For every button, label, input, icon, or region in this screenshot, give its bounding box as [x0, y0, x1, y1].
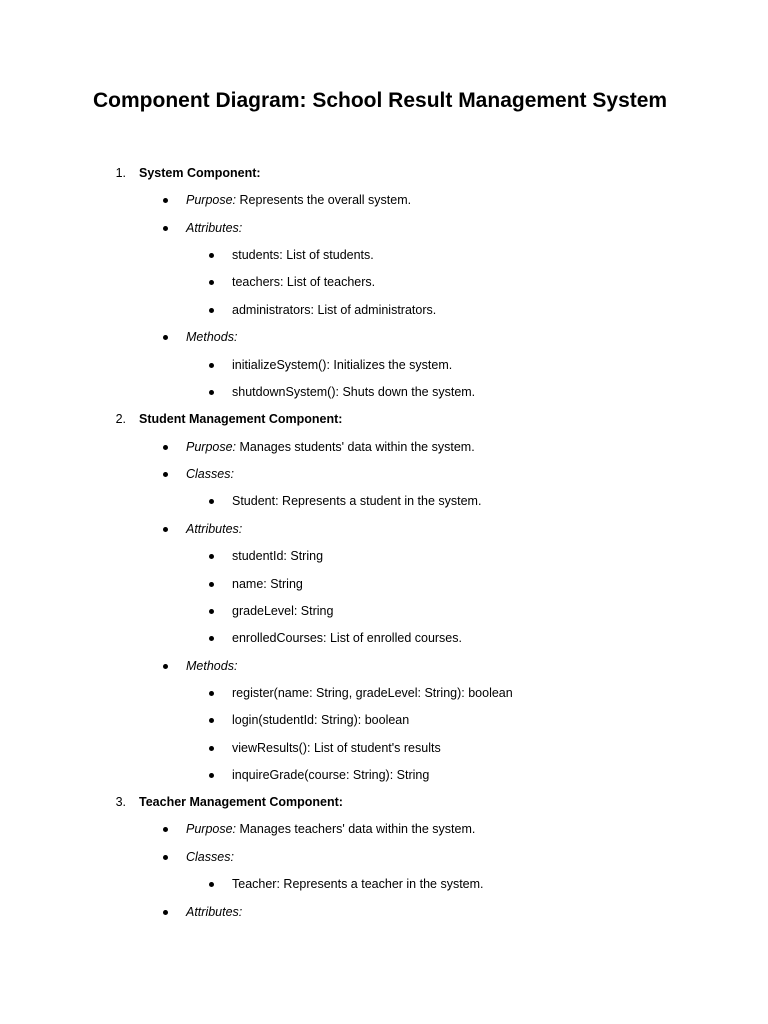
attribute-item: administrators: List of administrators. — [232, 303, 437, 317]
attributes-label: Attributes: — [186, 905, 243, 919]
section-heading: System Component: — [139, 166, 261, 180]
method-item: login(studentId: String): boolean — [232, 713, 410, 727]
bullet-icon — [163, 910, 168, 915]
bullet-icon — [209, 582, 214, 587]
class-item: Teacher: Represents a teacher in the system. — [232, 877, 484, 891]
bullet-icon — [209, 308, 214, 313]
classes-label: Classes: — [186, 467, 234, 481]
purpose-item — [186, 437, 475, 457]
method-item: register(name: String, gradeLevel: String): boolean — [232, 686, 513, 700]
bullet-icon — [163, 335, 168, 340]
bullet-icon — [209, 554, 214, 559]
bullet-icon — [163, 472, 168, 477]
bullet-icon — [163, 664, 168, 669]
bullet-icon — [209, 390, 214, 395]
bullet-icon — [209, 253, 214, 258]
purpose-label: Purpose: — [186, 440, 237, 454]
class-item: Student: Represents a student in the system. — [232, 494, 482, 508]
purpose-text: Represents the overall system. — [239, 193, 412, 207]
bullet-icon — [163, 445, 168, 450]
methods-label: Methods: — [186, 330, 238, 344]
purpose-text: Manages students' data within the system. — [239, 440, 475, 454]
section-number: 2. — [115, 412, 126, 426]
bullet-icon — [163, 527, 168, 532]
bullet-icon — [209, 882, 214, 887]
purpose-label: Purpose: — [186, 822, 237, 836]
attribute-item: enrolledCourses: List of enrolled courses. — [232, 631, 462, 645]
document-title: Component Diagram: School Result Management System — [93, 89, 668, 112]
bullet-icon — [209, 609, 214, 614]
attributes-label: Attributes: — [186, 522, 243, 536]
purpose-label: Purpose: — [186, 193, 237, 207]
purpose-item — [186, 190, 411, 210]
method-item: shutdownSystem(): Shuts down the system. — [232, 385, 476, 399]
bullet-icon — [209, 773, 214, 778]
section-number: 1. — [115, 166, 126, 180]
bullet-icon — [209, 718, 214, 723]
bullet-icon — [163, 198, 168, 203]
bullet-icon — [163, 226, 168, 231]
bullet-icon — [209, 691, 214, 696]
method-item: inquireGrade(course: String): String — [232, 768, 430, 782]
bullet-icon — [209, 363, 214, 368]
attributes-label: Attributes: — [186, 221, 243, 235]
section-heading: Student Management Component: — [139, 412, 343, 426]
bullet-icon — [163, 827, 168, 832]
bullet-icon — [163, 855, 168, 860]
classes-label: Classes: — [186, 850, 234, 864]
attribute-item: students: List of students. — [232, 248, 374, 262]
attribute-item: teachers: List of teachers. — [232, 275, 376, 289]
method-item: initializeSystem(): Initializes the system. — [232, 358, 453, 372]
method-item: viewResults(): List of student's results — [232, 741, 441, 755]
purpose-text: Manages teachers' data within the system. — [239, 822, 476, 836]
attribute-item: studentId: String — [232, 549, 324, 563]
section-heading: Teacher Management Component: — [139, 795, 343, 809]
attribute-item: name: String — [232, 577, 303, 591]
attribute-item: gradeLevel: String — [232, 604, 334, 618]
bullet-icon — [209, 499, 214, 504]
section-number: 3. — [115, 795, 126, 809]
purpose-item — [186, 819, 475, 839]
bullet-icon — [209, 746, 214, 751]
bullet-icon — [209, 636, 214, 641]
bullet-icon — [209, 280, 214, 285]
methods-label: Methods: — [186, 659, 238, 673]
